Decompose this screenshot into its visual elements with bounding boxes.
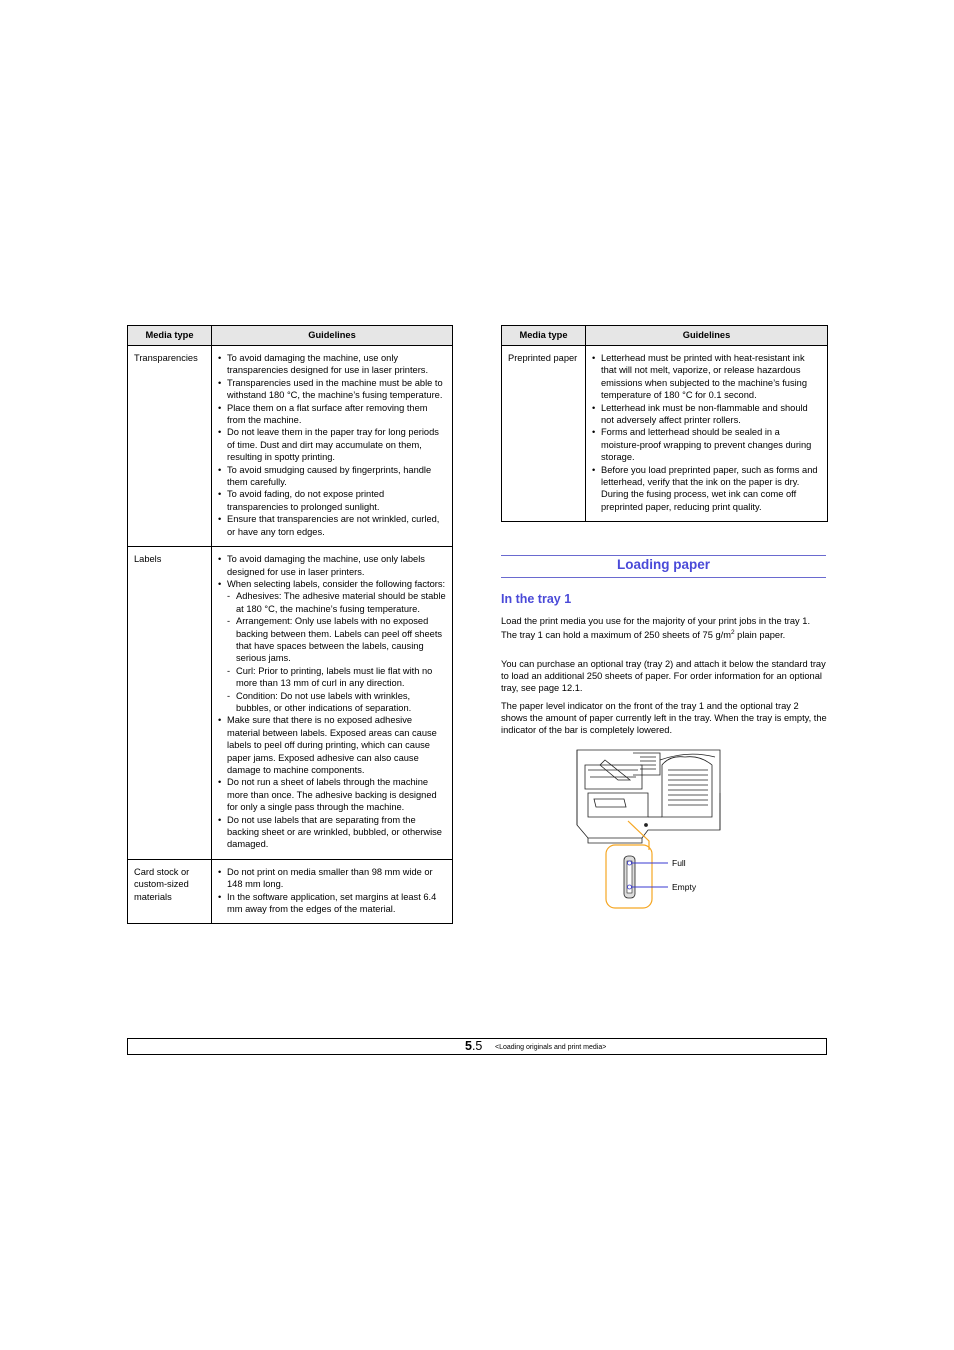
paper-level-indicator	[624, 856, 635, 898]
page-number-suffix: .5	[471, 1039, 483, 1053]
guideline-item: • To avoid damaging the machine, use only transparencies designed for use in laser printers.	[218, 352, 446, 377]
guideline-item: • Do not leave them in the paper tray for long periods of time. Dust and dirt may accumulate on them, resulting in spotty printing.	[218, 426, 446, 463]
paragraph-text: plain paper.	[734, 630, 786, 641]
footer-chapter-title: <Loading originals and print media>	[495, 1044, 607, 1051]
superscript: 2	[730, 629, 735, 637]
guideline-item: • Ensure that transparencies are not wrinkled, curled, or have any torn edges.	[218, 513, 446, 538]
guideline-list	[218, 352, 446, 538]
header-guidelines: Guidelines	[212, 326, 453, 346]
guidelines-cell	[586, 346, 828, 522]
guideline-item: • To avoid damaging the machine, use only labels designed for use in laser printers.	[218, 553, 446, 578]
table-header-row	[128, 326, 453, 346]
guideline-list	[218, 866, 446, 916]
media-type-cell: Card stock or custom-sized materials	[128, 859, 212, 924]
guideline-item: • Letterhead ink must be non-flammable and should not adversely affect printer rollers.	[592, 402, 821, 427]
factor-item: - Adhesives: The adhesive material should be stable at 180 °C, the machine’s fusing temperature.	[227, 590, 446, 615]
guideline-item: • Make sure that there is no exposed adhesive material between labels. Exposed areas can cause labels to peel off during printing, which can cause paper jams. Exposed adhesive can also cause damage to machine components.	[218, 714, 446, 776]
guideline-item: • In the software application, set margins at least 6.4 mm away from the edges of the material.	[218, 891, 446, 916]
label-empty: Empty	[672, 882, 697, 892]
guidelines-cell	[212, 859, 453, 924]
printer-paper-level-illustration	[560, 745, 760, 915]
guideline-item: • To avoid fading, do not expose printed transparencies to prolonged sunlight.	[218, 488, 446, 513]
guideline-list	[218, 553, 446, 851]
body-paragraph: You can purchase an optional tray (tray 2) and attach it below the standard tray to load an additional 250 sheets of paper. For order information for an optional tray, see page 12.1.	[501, 659, 826, 694]
table-row	[128, 547, 453, 860]
guideline-item: • Place them on a flat surface after removing them from the machine.	[218, 402, 446, 427]
factor-item: - Arrangement: Only use labels with no exposed backing between them. Labels can peel off sheets that have spaces between the labels, causing serious jams.	[227, 615, 446, 665]
guideline-item: • Do not use labels that are separating from the backing sheet or are wrinkled, bubbled, or otherwise damaged.	[218, 814, 446, 851]
header-media-type: Media type	[128, 326, 212, 346]
subsection-heading: In the tray 1	[501, 592, 572, 606]
label-full: Full	[672, 858, 686, 868]
printer-drawing	[577, 750, 720, 843]
table-row	[502, 346, 828, 522]
guideline-item: • Before you load preprinted paper, such as forms and letterhead, verify that the ink on the paper is dry. During the fusing process, wet ink can come off preprinted paper, reducing print quality.	[592, 464, 821, 514]
guideline-item: • Transparencies used in the machine must be able to withstand 180 °C, the machine’s fusing temperature.	[218, 377, 446, 402]
page-number	[465, 1039, 482, 1054]
header-guidelines: Guidelines	[586, 326, 828, 346]
media-type-cell: Transparencies	[128, 346, 212, 547]
guideline-item: • Letterhead must be printed with heat-resistant ink that will not melt, vaporize, or release hazardous emissions when subjected to the machine’s fusing temperature of 180 °C for 0.1 second.	[592, 352, 821, 402]
guideline-item: • Do not run a sheet of labels through the machine more than once. The adhesive backing is designed for only a single pass through the machine.	[218, 776, 446, 813]
table-row	[128, 859, 453, 924]
media-type-cell: Labels	[128, 547, 212, 860]
table-row	[128, 346, 453, 547]
header-media-type: Media type	[502, 326, 586, 346]
guidelines-cell	[212, 346, 453, 547]
factor-item: - Condition: Do not use labels with wrinkles, bubbles, or other indications of separation.	[227, 690, 446, 715]
table-header-row	[502, 326, 828, 346]
factor-item: - Curl: Prior to printing, labels must lie flat with no more than 13 mm of curl in any direction.	[227, 665, 446, 690]
chapter-number: 5	[465, 1039, 472, 1053]
guideline-item-text: When selecting labels, consider the following factors:	[227, 578, 446, 589]
body-paragraph: The paper level indicator on the front of the tray 1 and the optional tray 2 shows the amount of paper currently left in the tray. When the tray is empty, the indicator of the bar is completely lowered.	[501, 701, 827, 736]
body-paragraph	[501, 615, 827, 642]
media-guidelines-table-left	[127, 325, 453, 924]
factor-list	[227, 590, 446, 714]
section-title: Loading paper	[616, 557, 710, 572]
media-type-cell: Preprinted paper	[502, 346, 586, 522]
guidelines-cell	[212, 547, 453, 860]
guideline-item: • Do not print on media smaller than 98 mm wide or 148 mm long.	[218, 866, 446, 891]
guideline-item: • To avoid smudging caused by fingerprints, handle them carefully.	[218, 464, 446, 489]
guideline-item: • Forms and letterhead should be sealed in a moisture-proof wrapping to prevent changes during storage.	[592, 426, 821, 463]
paragraph-text: Load the print media you use for the majority of your print jobs in the tray 1. The tray 1 can hold a maximum of 250 sheets of 75 g/m	[501, 616, 811, 641]
guideline-item	[218, 578, 446, 714]
guideline-list	[592, 352, 821, 513]
media-guidelines-table-right	[501, 325, 828, 522]
